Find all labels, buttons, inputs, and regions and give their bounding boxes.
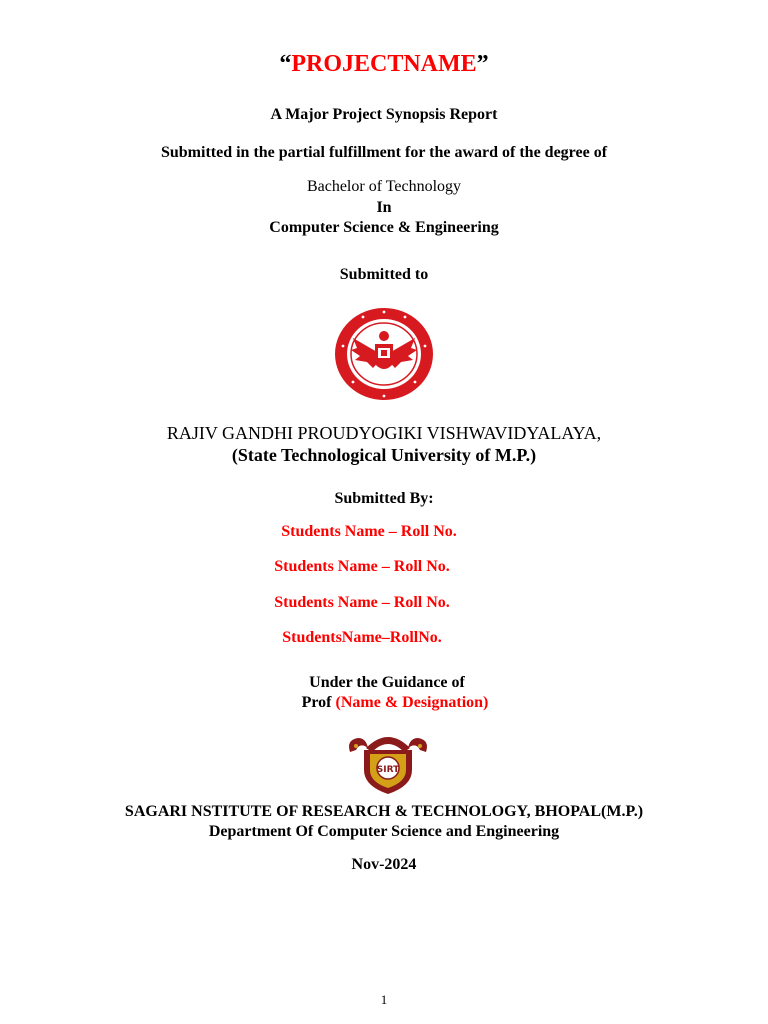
degree-branch: Computer Science & Engineering	[269, 219, 499, 236]
student-entry: StudentsName–RollNo.	[282, 629, 442, 646]
guide-name: (Name & Designation)	[335, 694, 489, 711]
submitted-by-label: Submitted By:	[334, 490, 434, 507]
department-name: Department Of Computer Science and Engineering	[208, 823, 560, 840]
university-seal-logo	[333, 306, 435, 402]
guide-prefix: Prof	[301, 694, 336, 711]
student-entry: Students Name – Roll No.	[274, 558, 450, 575]
university-name: RAJIV GANDHI PROUDYOGIKI VISHWAVIDYALAYA,	[166, 423, 602, 443]
report-type: A Major Project Synopsis Report	[270, 106, 498, 123]
guide-line	[11, 695, 768, 711]
submitted-to-label: Submitted to	[339, 266, 429, 283]
title-open-quote: “	[279, 51, 292, 77]
university-seal-icon	[333, 306, 435, 402]
svg-text:SIRT: SIRT	[376, 765, 400, 775]
title-close-quote: ”	[476, 51, 489, 77]
student-entry: Students Name – Roll No.	[281, 523, 457, 540]
project-name: PROJECTNAME	[291, 51, 477, 77]
page-number: 1	[380, 992, 388, 1007]
university-subtitle: (State Technological University of M.P.)	[231, 445, 537, 465]
project-title	[0, 52, 768, 76]
submission-statement: Submitted in the partial fulfillment for the award of the degree of	[160, 144, 608, 161]
institute-crest-icon	[346, 730, 430, 796]
guidance-label: Under the Guidance of	[309, 674, 465, 691]
institute-name: SAGARI NSTITUTE OF RESEARCH & TECHNOLOGY, BHOPAL(M.P.)	[124, 803, 644, 820]
submission-date: Nov-2024	[351, 856, 417, 873]
degree-name: Bachelor of Technology	[306, 178, 462, 195]
student-entry: Students Name – Roll No.	[274, 594, 450, 611]
degree-connector: In	[376, 199, 392, 216]
institute-crest-logo	[346, 730, 430, 796]
